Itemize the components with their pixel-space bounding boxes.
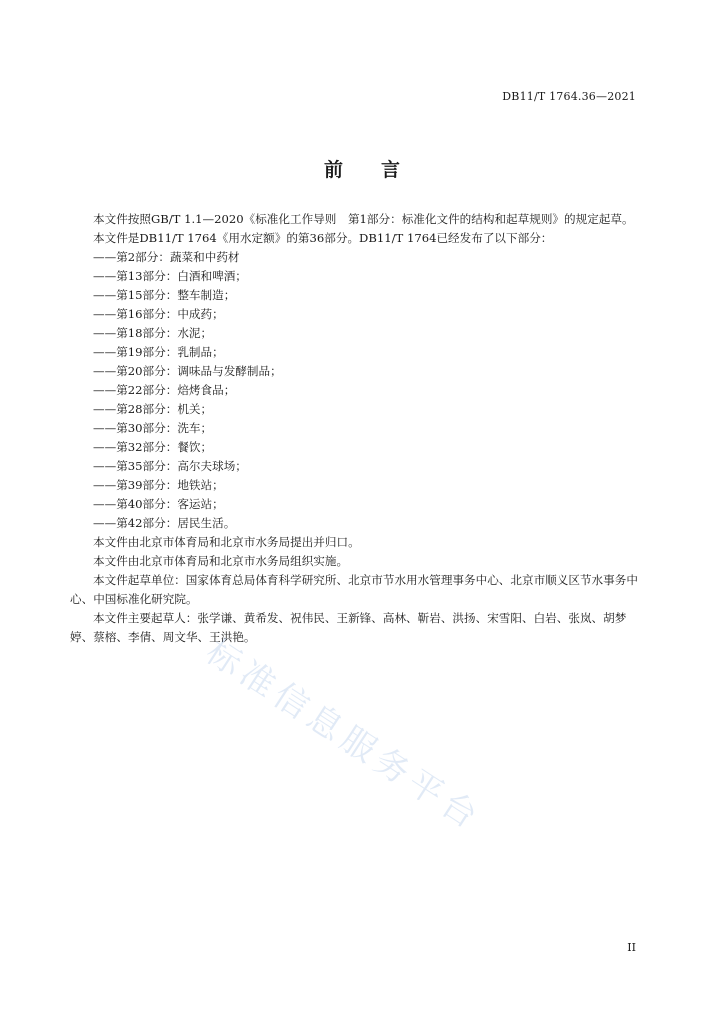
paragraph-drafters: 本文件主要起草人：张学谦、黄希发、祝伟民、王新锋、高林、靳岩、洪扬、宋雪阳、白岩、张岚、胡梦婷、蔡榕、李倩、周文华、王洪艳。: [70, 611, 627, 644]
list-item: ——第2部分：蔬菜和中药材: [93, 250, 240, 264]
list-item: ——第28部分：机关；: [93, 402, 213, 416]
list-item: ——第22部分：焙烤食品；: [93, 383, 236, 397]
list-item: ——第35部分：高尔夫球场；: [93, 459, 247, 473]
body-text: [70, 210, 640, 647]
standard-code: DB11/T 1764.36—2021: [502, 90, 636, 103]
page-title: 前言: [323, 159, 438, 181]
list-item: ——第15部分：整车制造；: [93, 288, 236, 302]
paragraph-series-info: 本文件是DB11/T 1764《用水定额》的第36部分。DB11/T 1764已经发布了以下部分：: [93, 231, 553, 245]
paragraph-drafting-units: 本文件起草单位：国家体育总局体育科学研究所、北京市节水用水管理事务中心、北京市顺义区节水事务中心、中国标准化研究院。: [70, 573, 638, 606]
parts-list: [70, 248, 640, 533]
list-item: ——第13部分：白酒和啤酒；: [93, 269, 247, 283]
list-item: ——第19部分：乳制品；: [93, 345, 224, 359]
list-item: ——第18部分：水泥；: [93, 326, 213, 340]
paragraph-implementer: 本文件由北京市体育局和北京市水务局组织实施。: [93, 554, 349, 568]
paragraph-drafting-rule: 本文件按照GB/T 1.1—2020《标准化工作导则 第1部分：标准化文件的结构和起草规则》的规定起草。: [93, 212, 634, 226]
list-item: ——第32部分：餐饮；: [93, 440, 213, 454]
list-item: ——第30部分：洗车；: [93, 421, 213, 435]
watermark: 标准信息服务平台: [198, 631, 490, 840]
page-number: II: [627, 941, 636, 954]
list-item: ——第39部分：地铁站；: [93, 478, 224, 492]
list-item: ——第20部分：调味品与发酵制品；: [93, 364, 282, 378]
paragraph-proposer: 本文件由北京市体育局和北京市水务局提出并归口。: [93, 535, 360, 549]
list-item: ——第16部分：中成药；: [93, 307, 224, 321]
list-item: ——第40部分：客运站；: [93, 497, 224, 511]
list-item: ——第42部分：居民生活。: [93, 516, 236, 530]
